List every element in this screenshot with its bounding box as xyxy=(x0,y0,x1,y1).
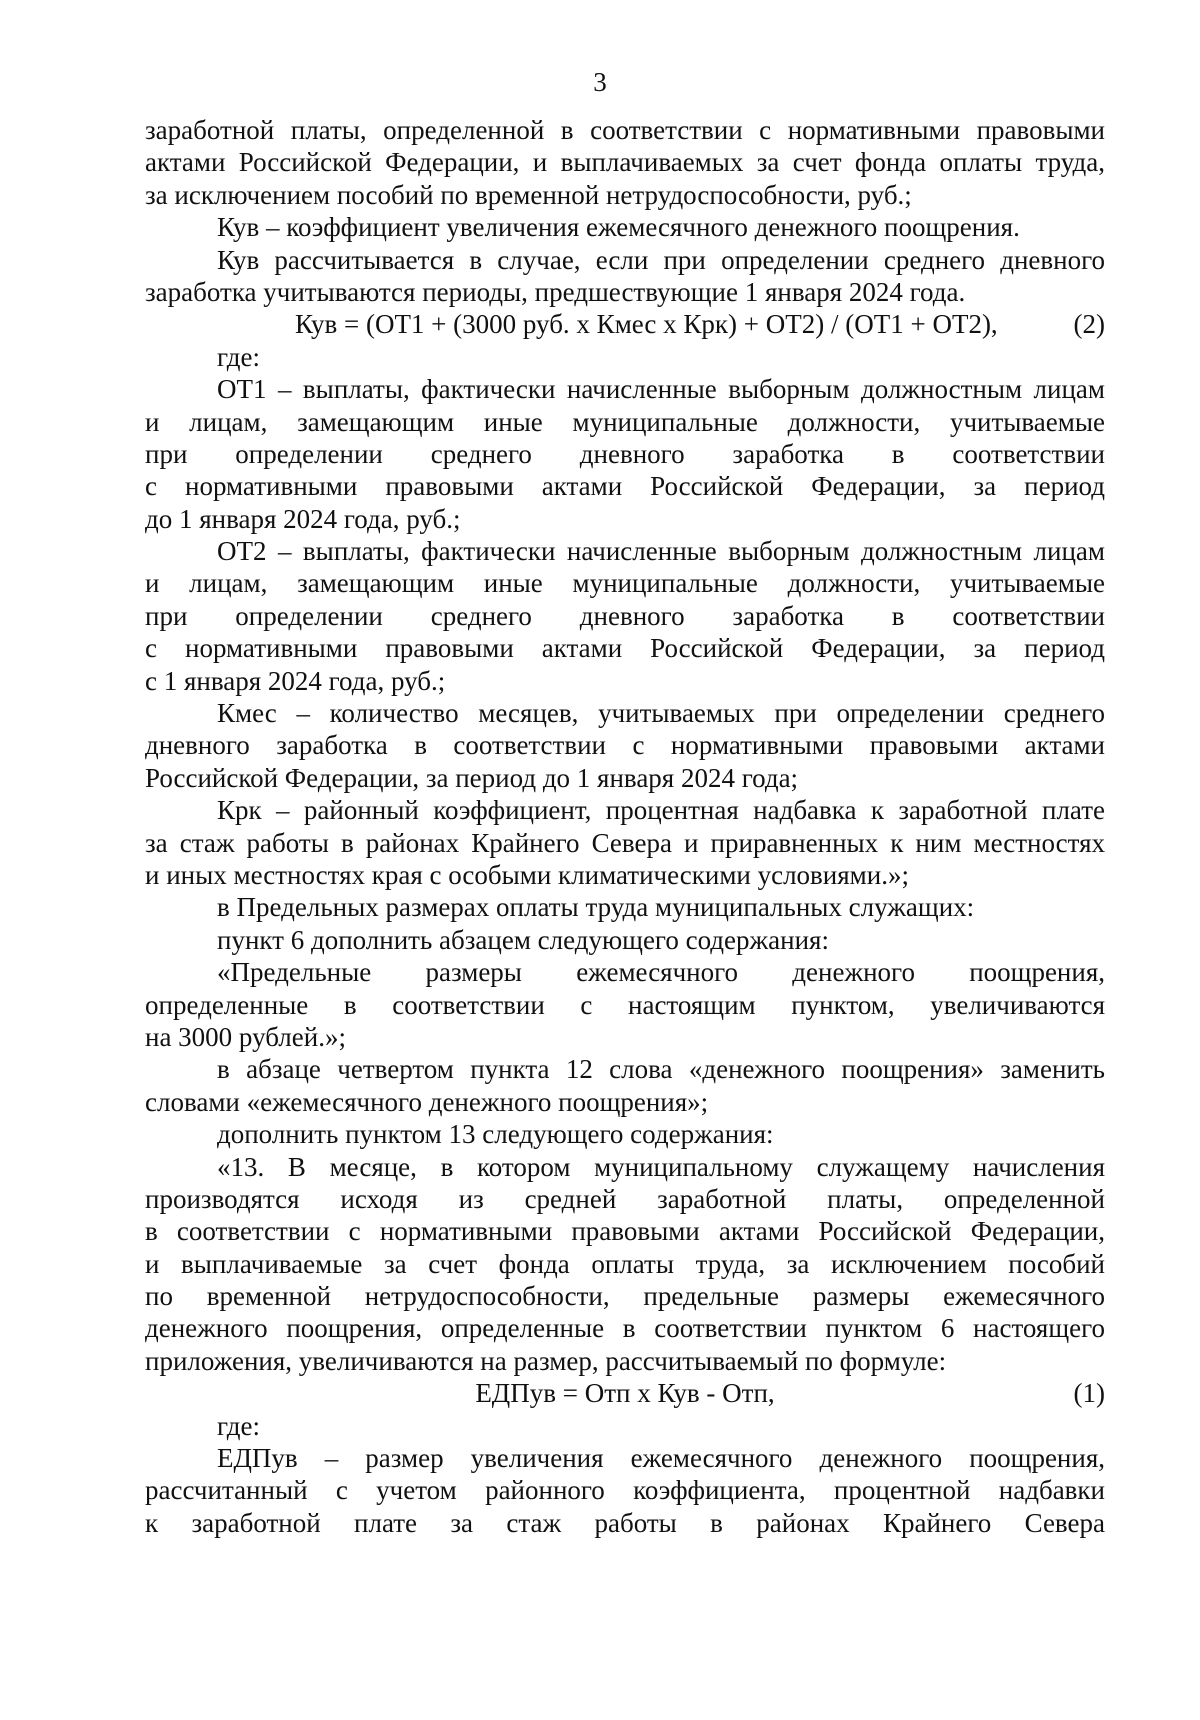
formula-1-expression: ЕДПув = Отп х Кув - Отп, xyxy=(475,1378,775,1409)
formula-2 xyxy=(145,308,1105,340)
text-line: с нормативными правовыми актами Российской Федерации, за период xyxy=(145,633,1105,664)
text-line: дополнить пунктом 13 следующего содержания: xyxy=(217,1119,774,1150)
text-line: ЕДПув – размер увеличения ежемесячного денежного поощрения, xyxy=(217,1443,1105,1474)
text-line: ОТ2 – выплаты, фактически начисленные выборным должностным лицам xyxy=(217,536,1105,567)
text-line: денежного поощрения, определенные в соответствии пунктом 6 настоящего xyxy=(145,1313,1105,1344)
text-line: при определении среднего дневного заработка в соответствии xyxy=(145,600,1105,631)
text-line: пункт 6 дополнить абзацем следующего содержания: xyxy=(217,924,829,955)
text-line: в соответствии с нормативными правовыми актами Российской Федерации, xyxy=(145,1216,1105,1247)
text-line: на 3000 рублей.»; xyxy=(145,1021,346,1052)
text-line: Российской Федерации, за период до 1 января 2024 года; xyxy=(145,762,799,793)
text-line: ОТ1 – выплаты, фактически начисленные выборным должностным лицам xyxy=(217,374,1105,405)
text-line: с 1 января 2024 года, руб.; xyxy=(145,665,446,696)
formula-2-expression: Кув = (ОТ1 + (3000 руб. х Кмес х Крк) + ОТ2) / (ОТ1 + ОТ2), xyxy=(295,309,998,340)
text-line: по временной нетрудоспособности, предельные размеры ежемесячного xyxy=(145,1281,1105,1312)
text-line: за исключением пособий по временной нетрудоспособности, руб.; xyxy=(145,179,912,210)
text-line: рассчитанный с учетом районного коэффициента, процентной надбавки xyxy=(145,1475,1105,1506)
page-number: 3 xyxy=(593,67,607,97)
text-line: в абзаце четвертом пункта 12 слова «денежного поощрения» заменить xyxy=(217,1054,1105,1085)
document-body xyxy=(145,114,1105,1539)
text-line: за стаж работы в районах Крайнего Севера и приравненных к ним местностях xyxy=(145,827,1105,858)
text-line: Кмес – количество месяцев, учитываемых при определении среднего xyxy=(217,698,1105,729)
text-line: и выплачиваемые за счет фонда оплаты труда, за исключением пособий xyxy=(145,1248,1105,1279)
text-line: Крк – районный коэффициент, процентная надбавка к заработной плате xyxy=(217,795,1105,826)
text-line: дневного заработка в соответствии с нормативными правовыми актами xyxy=(145,730,1105,761)
text-line: определенные в соответствии с настоящим пунктом, увеличиваются xyxy=(145,989,1105,1020)
text-line: Кув рассчитывается в случае, если при определении среднего дневного xyxy=(217,244,1105,275)
text-line: производятся исходя из средней заработной платы, определенной xyxy=(145,1183,1105,1214)
text-line: и иных местностях края с особыми климатическими условиями.»; xyxy=(145,859,909,890)
formula-1-number: (1) xyxy=(1073,1378,1105,1409)
text-line: и лицам, замещающим иные муниципальные должности, учитываемые xyxy=(145,568,1105,599)
text-line: до 1 января 2024 года, руб.; xyxy=(145,503,461,534)
text-line: актами Российской Федерации, и выплачиваемых за счет фонда оплаты труда, xyxy=(145,147,1105,178)
text-line: при определении среднего дневного заработка в соответствии xyxy=(145,438,1105,469)
formula-1 xyxy=(145,1377,1105,1409)
text-line: с нормативными правовыми актами Российской Федерации, за период xyxy=(145,471,1105,502)
text-line: где: xyxy=(217,1410,260,1441)
text-line: в Предельных размерах оплаты труда муниципальных служащих: xyxy=(217,892,975,923)
text-line: где: xyxy=(217,341,260,372)
text-line: приложения, увеличиваются на размер, рассчитываемый по формуле: xyxy=(145,1345,947,1376)
text-line: «Предельные размеры ежемесячного денежного поощрения, xyxy=(217,957,1105,988)
text-line: и лицам, замещающим иные муниципальные должности, учитываемые xyxy=(145,406,1105,437)
text-line: «13. В месяце, в котором муниципальному служащему начисления xyxy=(217,1151,1105,1182)
text-line: заработка учитываются периоды, предшествующие 1 января 2024 года. xyxy=(145,276,966,307)
text-line: словами «ежемесячного денежного поощрения»; xyxy=(145,1086,709,1117)
text-line: Кув – коэффициент увеличения ежемесячного денежного поощрения. xyxy=(217,212,1020,243)
formula-2-number: (2) xyxy=(1073,309,1105,340)
text-line: к заработной плате за стаж работы в районах Крайнего Севера xyxy=(145,1507,1105,1538)
text-line: заработной платы, определенной в соответствии с нормативными правовыми xyxy=(145,115,1105,145)
